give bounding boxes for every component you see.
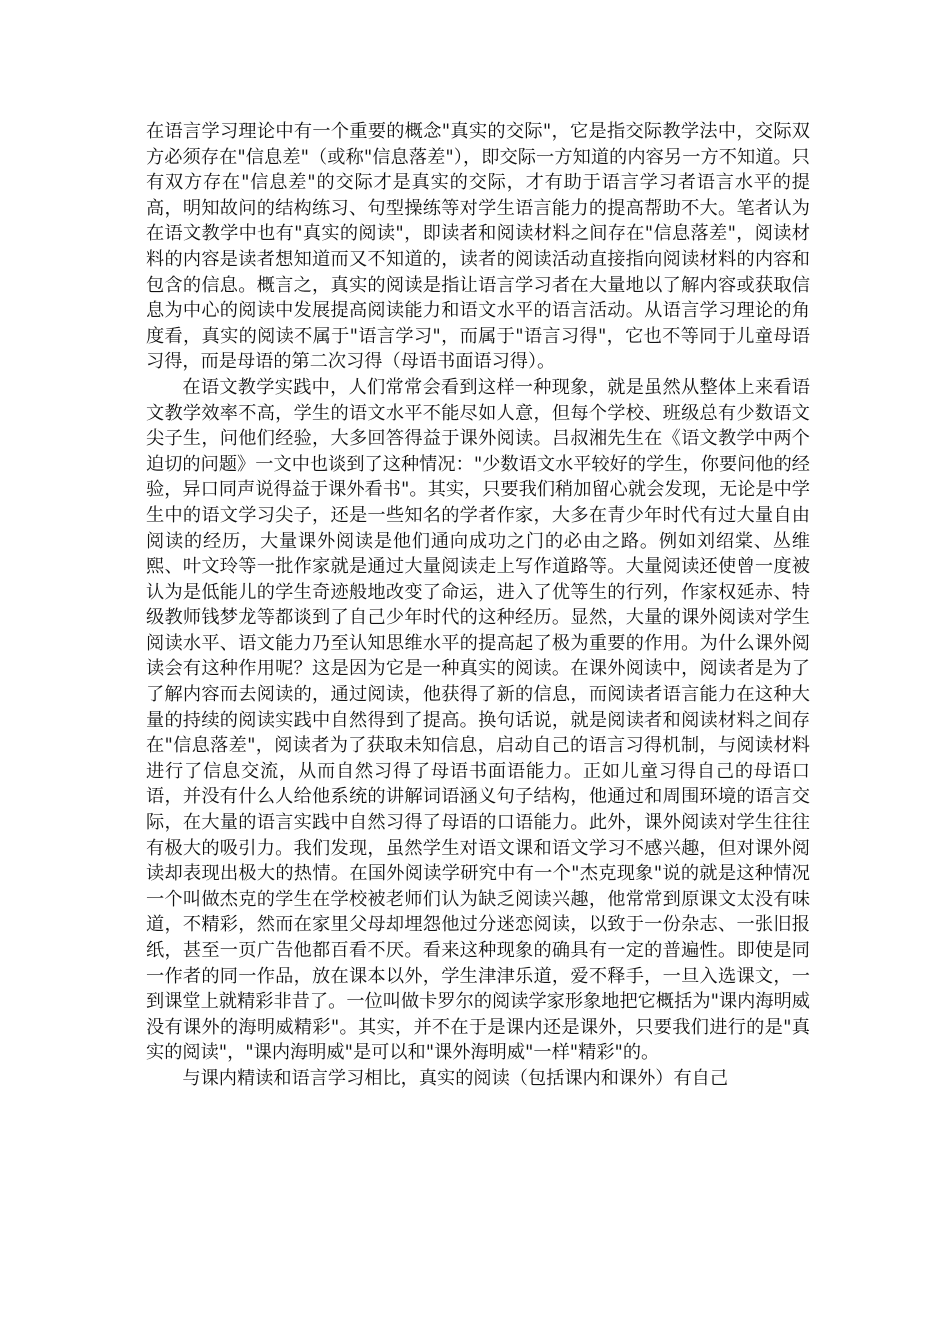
document-page bbox=[146, 119, 810, 1092]
paragraph-3: 与课内精读和语言学习相比，真实的阅读（包括课内和课外）有自己 bbox=[182, 1067, 729, 1089]
paragraph-1: 在语言学习理论中有一个重要的概念"真实的交际"，它是指交际教学法中，交际双方必须存在"信息差"（或称"信息落差"），即交际一方知道的内容另一方不知道。只有双方存在"信息差"的交际才是真实的交际，才有助于语言学习者语言水平的提高，明知故问的结构练习、句型操练等对学生语言能力的提高帮助不大。笔者认为在语文教学中也有"真实的阅读"，即读者和阅读材料之间存在"信息落差"，阅读材料的内容是读者想知道而又不知道的，读者的阅读活动直接指向阅读材料的内容和包含的信息。概言之，真实的阅读是指让语言学习者在大量地以了解内容或获取信息为中心的阅读中发展提高阅读能力和语文水平的语言活动。从语言学习理论的角度看，真实的阅读不属于"语言学习"，而属于"语言习得"，它也不等同于儿童母语习得，而是母语的第二次习得（母语书面语习得）。 bbox=[146, 121, 810, 373]
paragraph-2: 在语文教学实践中，人们常常会看到这样一种现象，就是虽然从整体上来看语文教学效率不高，学生的语文水平不能尽如人意，但每个学校、班级总有少数语文尖子生，问他们经验，大多回答得益于课外阅读。吕叔湘先生在《语文教学中两个迫切的问题》一文中也谈到了这种情况："少数语文水平较好的学生，你要问他的经验，异口同声说得益于课外看书"。其实，只要我们稍加留心就会发现，无论是中学生中的语文学习尖子，还是一些知名的学者作家，大多在青少年时代有过大量自由阅读的经历，大量课外阅读是他们通向成功之门的必由之路。例如刘绍棠、丛维熙、叶文玲等一批作家就是通过大量阅读走上写作道路等。大量阅读还使曾一度被认为是低能儿的学生奇迹般地改变了命运，进入了优等生的行列，作家权延赤、特级教师钱梦龙等都谈到了自己少年时代的这种经历。显然，大量的课外阅读对学生阅读水平、语文能力乃至认知思维水平的提高起了极为重要的作用。为什么课外阅读会有这种作用呢？这是因为它是一种真实的阅读。在课外阅读中，阅读者是为了了解内容而去阅读的，通过阅读，他获得了新的信息，而阅读者语言能力在这种大量的持续的阅读实践中自然得到了提高。换句话说，就是阅读者和阅读材料之间存在"信息落差"，阅读者为了获取未知信息，启动自己的语言习得机制，与阅读材料进行了信息交流，从而自然习得了母语书面语能力。正如儿童习得自己的母语口语，并没有什么人给他系统的讲解词语涵义句子结构，他通过和周围环境的语言交际，在大量的语言实践中自然习得了母语的口语能力。此外，课外阅读对学生往往有极大的吸引力。我们发现，虽然学生对语文课和语文学习不感兴趣，但对课外阅读却表现出极大的热情。在国外阅读学研究中有一个"杰克现象"说的就是这种情况一个叫做杰克的学生在学校被老师们认为缺乏阅读兴趣，他常常到原课文太没有味道，不精彩，然而在家里父母却埋怨他过分迷恋阅读，以致于一份杂志、一张旧报纸，甚至一页广告他都百看不厌。看来这种现象的确具有一定的普遍性。即使是同一作者的同一作品，放在课本以外，学生津津乐道，爱不释手，一旦入选课文，一到课堂上就精彩非昔了。一位叫做卡罗尔的阅读学家形象地把它概括为"课内海明威没有课外的海明威精彩"。其实，并不在于是课内还是课外，只要我们进行的是"真实的阅读"，"课内海明威"是可以和"课外海明威"一样"精彩"的。 bbox=[146, 376, 810, 1064]
